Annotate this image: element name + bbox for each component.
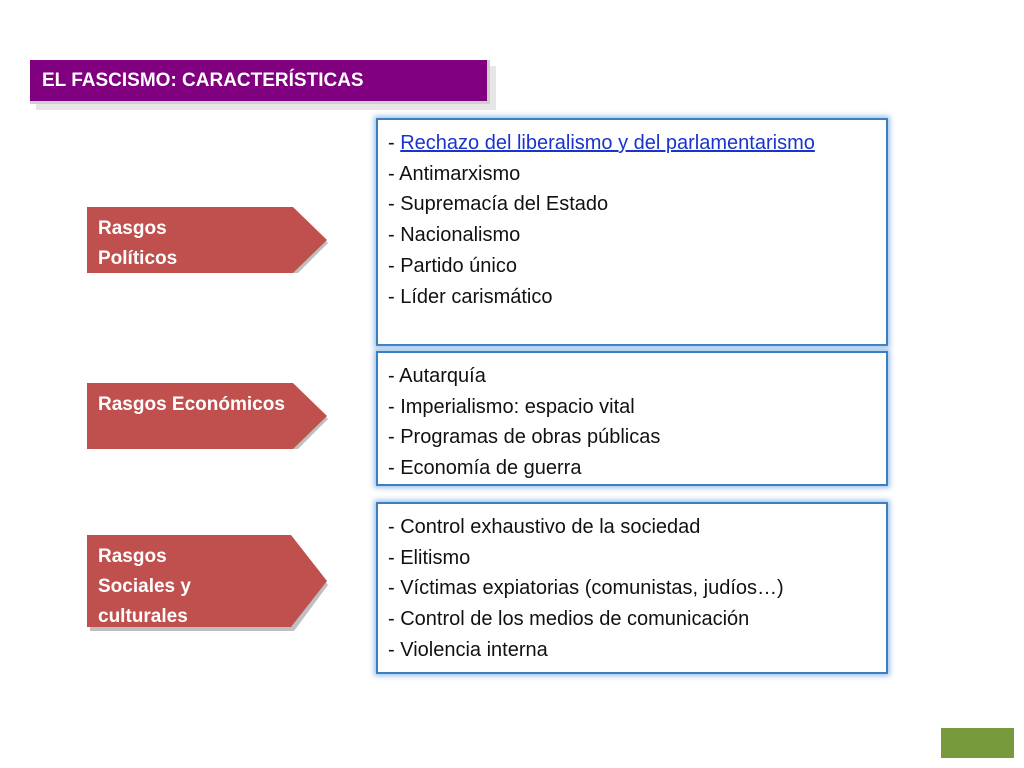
list-item: - Nacionalismo: [388, 224, 521, 247]
arrow-rasgos-sociales: [87, 535, 330, 631]
list-item: - Control exhaustivo de la sociedad: [388, 516, 701, 538]
arrow-rasgos-economicos: [87, 383, 330, 449]
content-box-economicos: [376, 351, 888, 486]
list-item: - Víctimas expiatorias (comunistas, judíos…): [388, 577, 784, 600]
list-item: - Economía de guerra: [388, 457, 582, 480]
list-item: - Elitismo: [388, 546, 471, 569]
list-item: - Programas de obras públicas: [388, 426, 661, 449]
list-item: - Autarquía: [388, 365, 486, 387]
slide-title: EL FASCISMO: CARACTERÍSTICAS: [42, 69, 364, 91]
list-item: - Control de los medios de comunicación: [388, 608, 750, 631]
list-item: [388, 128, 876, 159]
list-item-prefix: -: [388, 132, 401, 154]
arrow-label-sociales: Rasgos Sociales y culturales: [98, 546, 191, 627]
list-item: - Imperialismo: espacio vital: [388, 395, 635, 418]
list-item: - Antimarxismo: [388, 162, 521, 185]
list-item: - Líder carismático: [388, 285, 553, 308]
list-item: - Violencia interna: [388, 638, 548, 661]
arrow-rasgos-politicos: [87, 207, 330, 273]
content-box-politicos: [376, 118, 888, 346]
footer-green-rectangle: [941, 728, 1014, 758]
list-item: - Partido único: [388, 254, 517, 277]
slide-title-box: [30, 60, 490, 104]
arrow-label-politicos: Rasgos Políticos: [98, 218, 178, 269]
content-box-sociales: [376, 502, 888, 674]
liberalismo-link[interactable]: Rechazo del liberalismo y del parlamentarismo: [400, 132, 815, 154]
arrow-label-economicos: Rasgos Económicos: [98, 394, 285, 415]
list-item: - Supremacía del Estado: [388, 193, 609, 216]
